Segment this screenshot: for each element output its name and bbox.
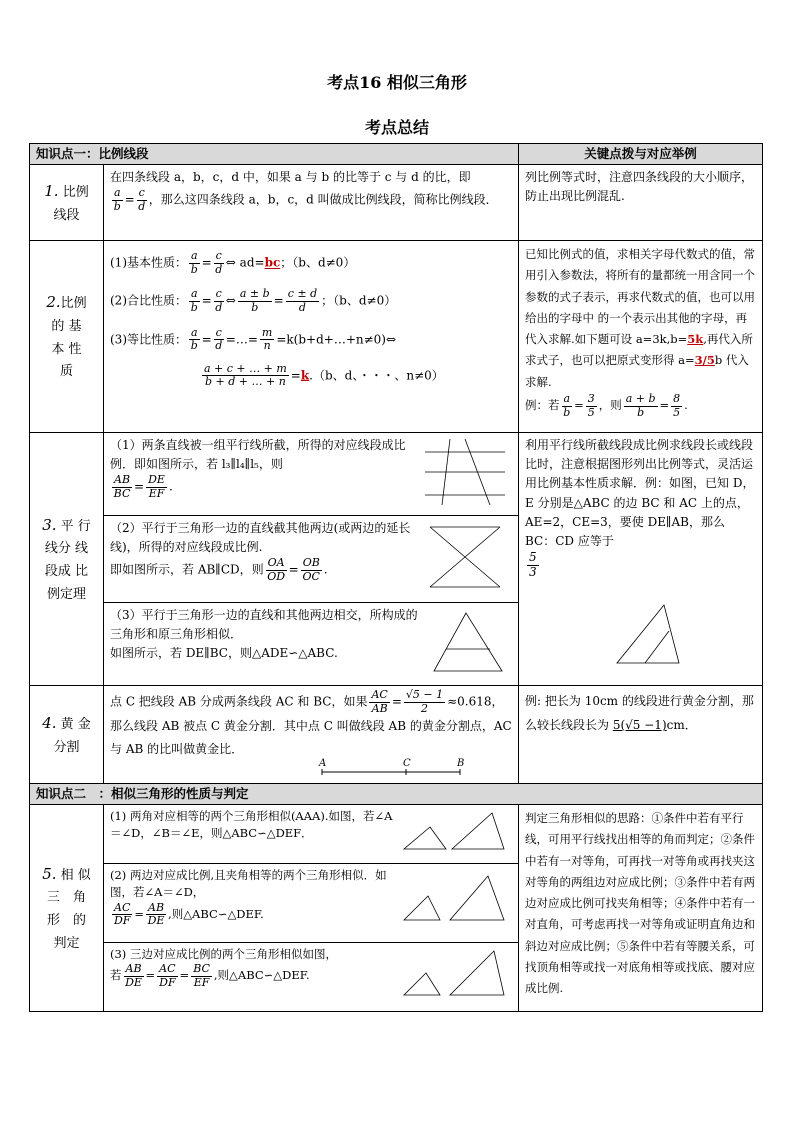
fraction: $\frac{c}{d}$: [138, 186, 146, 213]
row4-note: 例: 把长为 10cm 的线段进行黄金分割，那么较长线段长为 5(√5 −1)cm．: [519, 686, 763, 784]
equal-ratio-property: (3)等比性质： $\frac{a}{b}$ = $\frac{c}{d}$ =…= $\frac{m}{n}$ =k(b+d+…+n≠0)⇔: [110, 325, 397, 353]
theorem-part3: （3）平行于三角形一边的直线和其他两边相交，所构成的三角形和原三角形相似． 如图所示，若 DE∥BC，则△ADE∽△ABC.: [104, 603, 518, 685]
row1-note: 列比例等式时，注意四条线段的大小顺序，防止出现比例混乱.: [519, 165, 763, 241]
svg-text:A: A: [319, 758, 327, 769]
row3-content: [104, 433, 519, 686]
row-proportion-properties: [30, 241, 763, 433]
row1-label: 1. 比例 线段: [30, 165, 104, 241]
golden-section-figure: [316, 756, 466, 780]
fraction: $\frac{a}{b}$: [113, 186, 121, 213]
row4-label: 4. 黄 金 分割: [30, 686, 104, 784]
triangle-figure: [428, 609, 508, 675]
section-header-1: [30, 144, 763, 165]
aaa-figure: [400, 809, 512, 857]
row-golden-section: [30, 686, 763, 784]
page-title: 考点16 相似三角形: [327, 73, 467, 92]
example-triangle-figure: [609, 601, 689, 671]
row5-content: [104, 805, 519, 1012]
criterion-sas: (2) 两边对应成比例,且夹角相等的两个三角形相似．如图，若∠A＝∠D， $\frac{AC}{DF}$ = $\frac{AB}{DE}$ ,则△ABC∽△DEF.: [104, 864, 518, 943]
equal-ratio-result: $\frac{a + c + \dots + m}{b + d + \dots + n}$ =k.（b、d、・・・、n≠0）: [204, 361, 444, 389]
section1-title: 知识点一：比例线段: [30, 144, 519, 165]
row-proportional-segments: [30, 165, 763, 241]
row2-note: 已知比例式的值，求相关字母代数式的值，常用引入参数法，将所有的量都统一用含同一个参数的式子表示，再求代数式的值，也可以用给出的字母中 的一个表示出其他的字母，再代入求解.如下题可设 a=3k,b=5k,再代入所求式子，也可以把原式变形得 a=3/5b 代入求解. 例：若 $\frac{a}{b}$ = $\frac{3}{5}$ ，则 $\frac{a + b}{b}$ = $\frac{8}{5}$ .: [519, 241, 763, 433]
summary-table: [29, 143, 763, 1012]
row2-label: 2.比例 的 基 本 性 质: [30, 241, 104, 433]
criterion-sss: (3) 三边对应成比例的两个三角形相似如图， 若 $\frac{AB}{DE}$ = $\frac{AC}{DF}$ = $\frac{BC}{EF}$ ,则△ABC∽△DEF.: [104, 943, 518, 1011]
theorem-part1: （1）两条直线被一组平行线所截，所得的对应线段成比例．即如图所示，若 l₃∥l₄∥l₅，则 $\frac{AB}{BC}$ = $\frac{DE}{EF}$ .: [104, 433, 518, 516]
section-header-2: [30, 784, 763, 805]
page-subtitle: 考点总结: [364, 118, 429, 137]
section1-right-title: 关键点拨与对应举例: [519, 144, 763, 165]
hourglass-figure: [420, 522, 510, 592]
row5-note: 判定三角形相似的思路：①条件中若有平行线，可用平行线找出相等的角而判定；②条件中若有一对等角，可再找一对等角或再找夹这对等角的两组边对应成比例；③条件中若有两边对应成比例可找夹角相等；④条件中若有一对直角，可考虑再找一对等角或证明直角边和斜边对应成比例；⑤条件中若有等腰关系，可找顶角相等或找一对底角相等或找底、腰对应成比例.: [519, 805, 763, 1012]
row-similar-triangles: [30, 805, 763, 1012]
row1-content: 在四条线段 a，b，c，d 中，如果 a 与 b 的比等于 c 与 d 的比，即 $\frac{a}{b}$ = $\frac{c}{d}$ ，那么这四条线段 a，b，c，d 叫做成比例线段，简称比例线段．: [104, 165, 519, 241]
svg-text:B: B: [457, 758, 465, 769]
section2-title: 知识点二 ：相似三角形的性质与判定: [30, 784, 763, 805]
row3-note: 利用平行线所截线段成比例求线段长或线段比时，注意根据图形列出比例等式，灵活运用比例基本性质求解．例：如图，已知 D，E 分别是△ABC 的边 BC 和 AC 上的点，AE=2，CE=3，要使 DE∥AB，那么 BC：CD 应等于 $\frac{5}{3}$: [519, 433, 763, 686]
sum-property: (2)合比性质： $\frac{a}{b}$ = $\frac{c}{d}$ ⇔ $\frac{a \pm b}{b}$ = $\frac{c \pm d}{d}$ ；（b、d≠0）: [110, 287, 397, 314]
criterion-aaa: (1) 两角对应相等的两个三角形相似(AAA).如图，若∠A＝∠D，∠B＝∠E，则△ABC∽△DEF．: [104, 805, 518, 864]
row2-content: [104, 241, 519, 433]
sss-figure: [400, 947, 512, 1001]
parallel-lines-figure: [420, 437, 510, 507]
row-parallel-lines-theorem: [30, 433, 763, 686]
row3-label: 3. 平 行 线分 线 段成 比 例定理: [30, 433, 104, 686]
theorem-part2: （2）平行于三角形一边的直线截其他两边(或两边的延长 线)，所得的对应线段成比例. 即如图所示，若 AB∥CD，则 $\frac{OA}{OD}$ = $\frac{OB}{OC}$ .: [104, 516, 518, 603]
svg-text:C: C: [403, 758, 411, 769]
basic-property: (1)基本性质： $\frac{a}{b}$ = $\frac{c}{d}$ ⇔ ad=bc；（b、d≠0）: [110, 249, 356, 276]
row4-content: 点 C 把线段 AB 分成两条线段 AC 和 BC，如果 $\frac{AC}{AB}$ = $\frac{√5 - 1}{2}$ ≈0.618， 那么线段 AB 被点 C 黄金分割．其中点 C 叫做线段 AB 的黄金分割点，AC 与 AB 的比叫做黄金比． A C B: [104, 686, 519, 784]
sas-figure: [400, 870, 512, 930]
row5-label: 5. 相 似 三 角 形 的 判定: [30, 805, 104, 1012]
